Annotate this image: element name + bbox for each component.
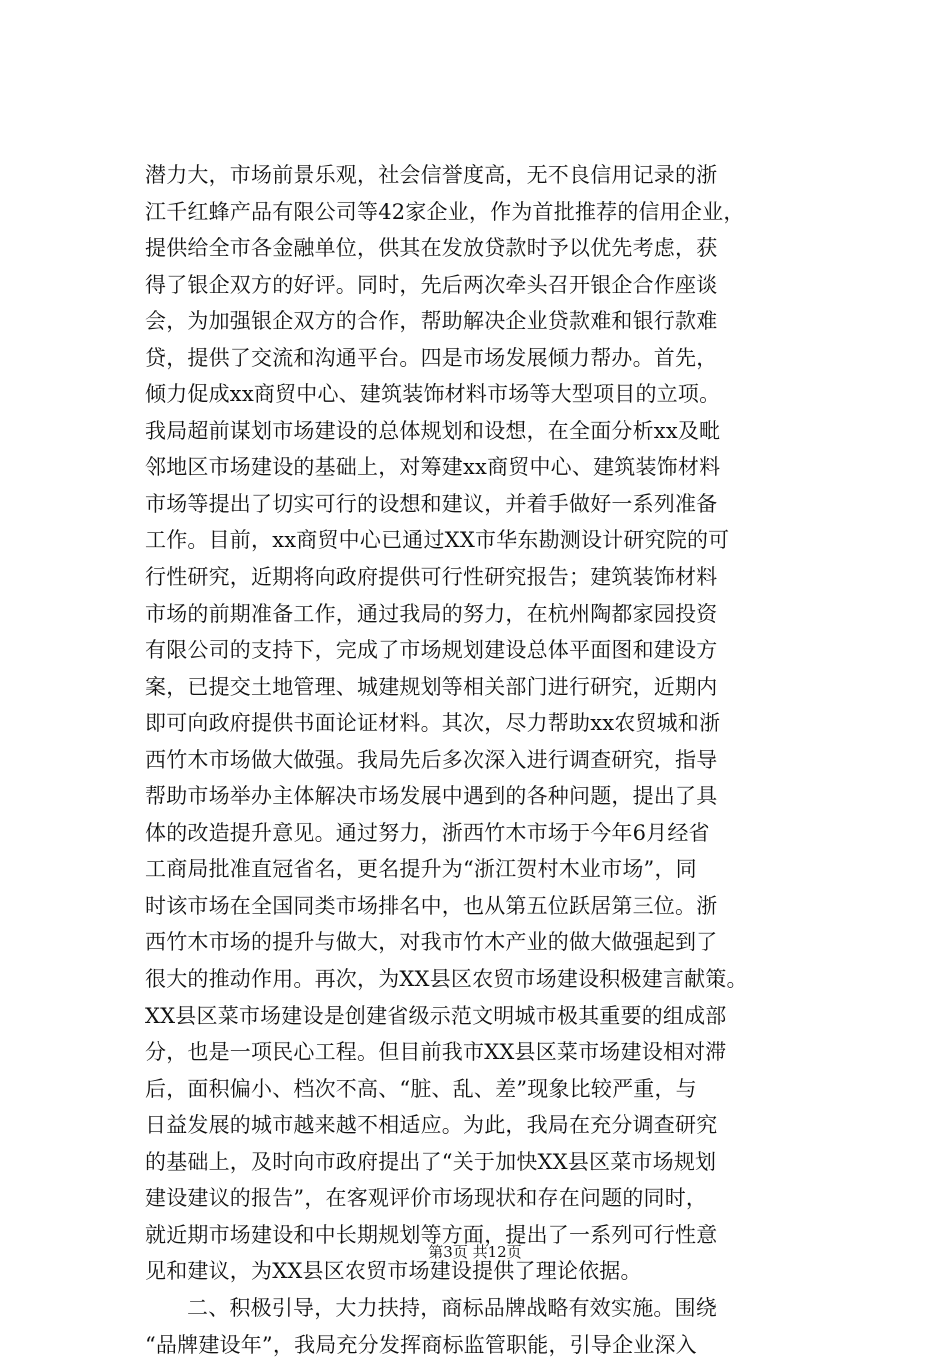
text-line: 工商局批准直冠省名，更名提升为“浙江贺村木业市场”，同: [145, 851, 825, 888]
text-line: 见和建议，为XX县区农贸市场建设提供了理论依据。: [145, 1253, 825, 1290]
text-line: 提供给全市各金融单位，供其在发放贷款时予以优先考虑，获: [145, 230, 825, 267]
text-line: 工作。目前，xx商贸中心已通过XX市华东勘测设计研究院的可: [145, 522, 825, 559]
text-line: 就近期市场建设和中长期规划等方面，提出了一系列可行性意: [145, 1217, 825, 1254]
text-line: 分，也是一项民心工程。但目前我市XX县区菜市场建设相对滞: [145, 1034, 825, 1071]
section-heading-line: 二、积极引导，大力扶持，商标品牌战略有效实施。围绕: [145, 1290, 825, 1327]
text-line: 会，为加强银企双方的合作，帮助解决企业贷款难和银行款难: [145, 303, 825, 340]
text-line: 体的改造提升意见。通过努力，浙西竹木市场于今年6月经省: [145, 815, 825, 852]
text-line: “品牌建设年”，我局充分发挥商标监管职能，引导企业深入: [145, 1327, 825, 1363]
text-line: 潜力大，市场前景乐观，社会信誉度高，无不良信用记录的浙: [145, 157, 825, 194]
text-line: 贷，提供了交流和沟通平台。四是市场发展倾力帮办。首先，: [145, 340, 825, 377]
page-number-footer: 第3页 共12页: [0, 1242, 950, 1262]
text-line: 得了银企双方的好评。同时，先后两次牵头召开银企合作座谈: [145, 267, 825, 304]
text-line: 邻地区市场建设的基础上，对筹建xx商贸中心、建筑装饰材料: [145, 449, 825, 486]
text-line: 即可向政府提供书面论证材料。其次，尽力帮助xx农贸城和浙: [145, 705, 825, 742]
text-line: XX县区菜市场建设是创建省级示范文明城市极其重要的组成部: [145, 998, 825, 1035]
text-line: 江千红蜂产品有限公司等42家企业，作为首批推荐的信用企业，: [145, 194, 825, 231]
text-line: 案，已提交土地管理、城建规划等相关部门进行研究，近期内: [145, 669, 825, 706]
text-line: 市场等提出了切实可行的设想和建议，并着手做好一系列准备: [145, 486, 825, 523]
text-line: 帮助市场举办主体解决市场发展中遇到的各种问题，提出了具: [145, 778, 825, 815]
text-line: 行性研究，近期将向政府提供可行性研究报告；建筑装饰材料: [145, 559, 825, 596]
text-line: 的基础上，及时向市政府提出了“关于加快XX县区菜市场规划: [145, 1144, 825, 1181]
text-line: 建设建议的报告”，在客观评价市场现状和存在问题的同时，: [145, 1180, 825, 1217]
text-line: 倾力促成xx商贸中心、建筑装饰材料市场等大型项目的立项。: [145, 376, 825, 413]
text-line: 市场的前期准备工作，通过我局的努力，在杭州陶都家园投资: [145, 596, 825, 633]
text-line: 日益发展的城市越来越不相适应。为此，我局在充分调查研究: [145, 1107, 825, 1144]
text-line: 西竹木市场做大做强。我局先后多次深入进行调查研究，指导: [145, 742, 825, 779]
text-line: 西竹木市场的提升与做大，对我市竹木产业的做大做强起到了: [145, 924, 825, 961]
body-text: [145, 157, 825, 1363]
text-line: 有限公司的支持下，完成了市场规划建设总体平面图和建设方: [145, 632, 825, 669]
text-line: 很大的推动作用。再次，为XX县区农贸市场建设积极建言献策。: [145, 961, 825, 998]
text-line: 时该市场在全国同类市场排名中，也从第五位跃居第三位。浙: [145, 888, 825, 925]
text-line: 后，面积偏小、档次不高、“脏、乱、差”现象比较严重，与: [145, 1071, 825, 1108]
text-line: 我局超前谋划市场建设的总体规划和设想，在全面分析xx及毗: [145, 413, 825, 450]
